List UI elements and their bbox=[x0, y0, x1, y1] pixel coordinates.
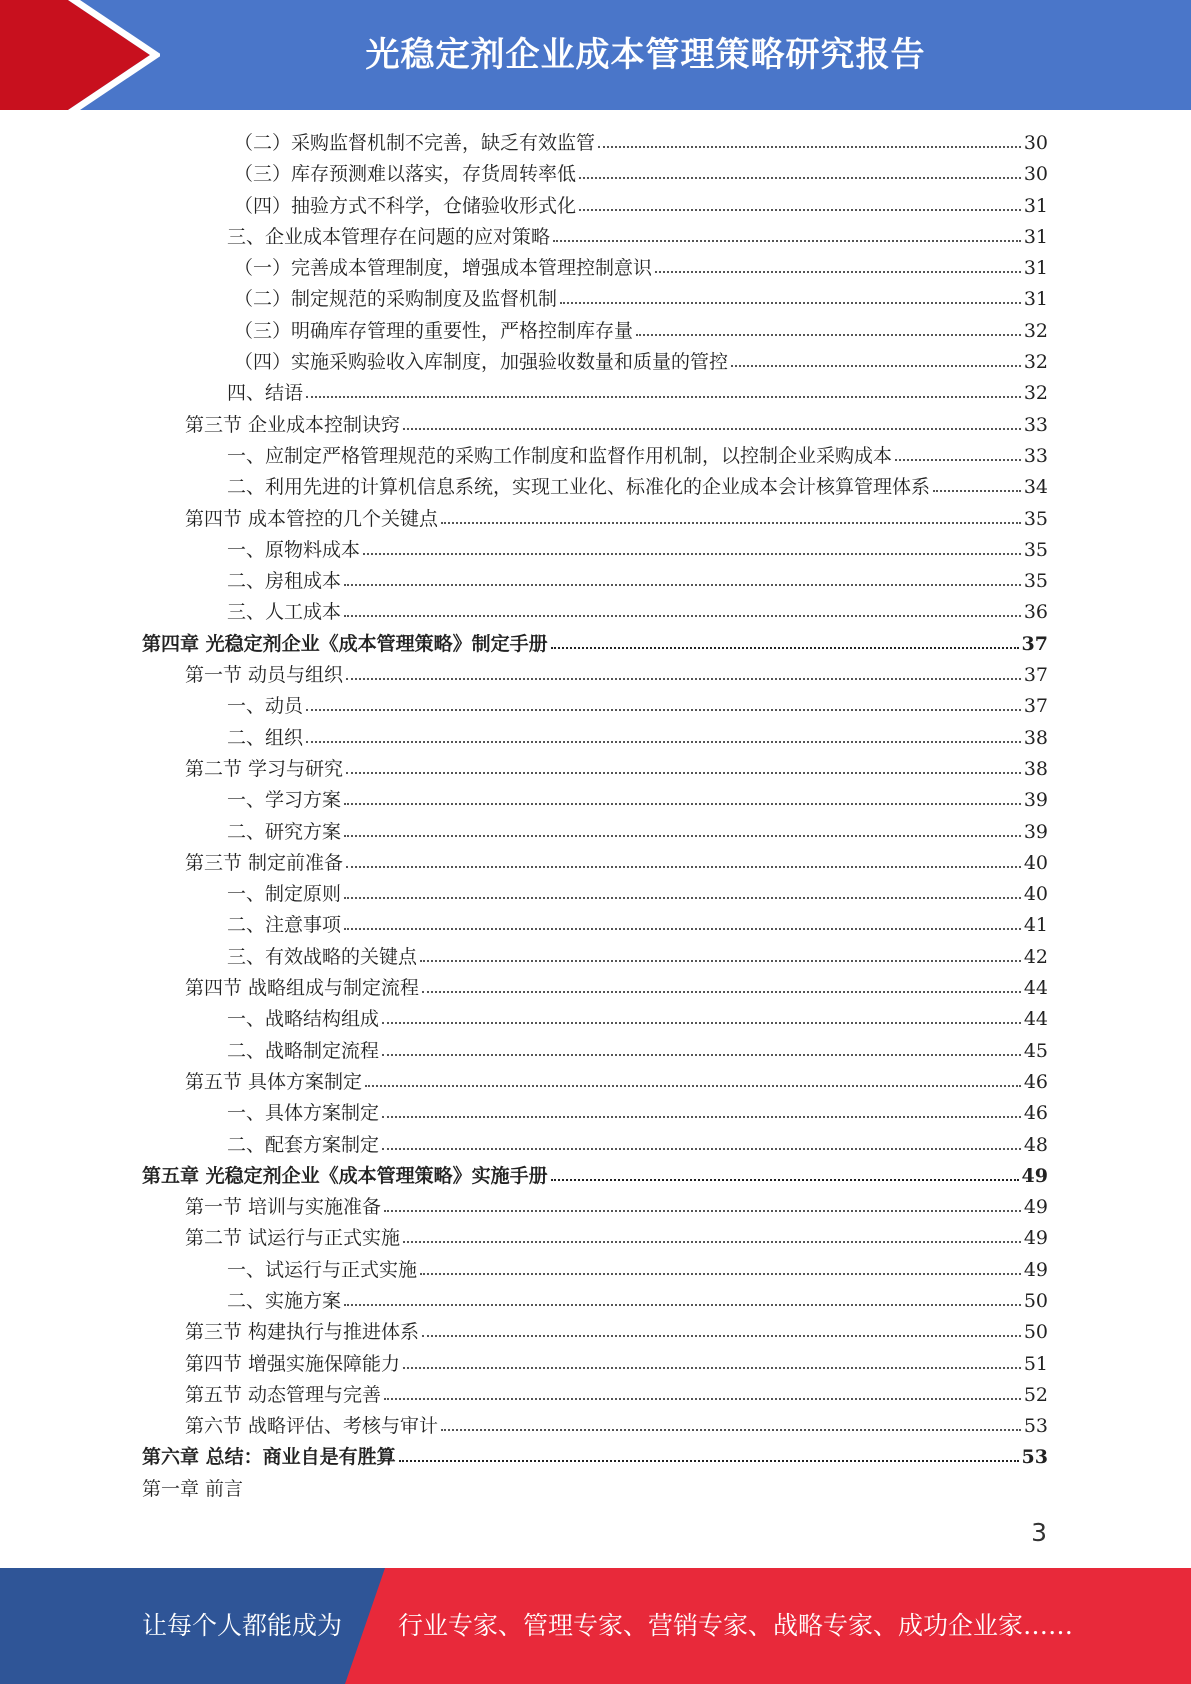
toc-entry-page: 49 bbox=[1021, 1164, 1048, 1187]
toc-entry-label: 一、学习方案 bbox=[227, 789, 342, 812]
toc-dot-leader bbox=[551, 1160, 1019, 1181]
toc-entry[interactable] bbox=[142, 1380, 1048, 1411]
toc-entry[interactable] bbox=[142, 1161, 1048, 1192]
toc-entry[interactable] bbox=[142, 1004, 1048, 1035]
toc-entry-page: 37 bbox=[1023, 664, 1048, 687]
toc-entry[interactable] bbox=[142, 1223, 1048, 1254]
page-number: 3 bbox=[1031, 1518, 1047, 1547]
toc-entry-page: 31 bbox=[1023, 194, 1048, 217]
toc-entry-label: （三）库存预测难以落实，存货周转率低 bbox=[234, 163, 577, 186]
toc-dot-leader bbox=[382, 1097, 1021, 1118]
toc-dot-leader bbox=[344, 596, 1021, 617]
toc-entry[interactable] bbox=[142, 441, 1048, 472]
toc-entry-label: 第四节 战略组成与制定流程 bbox=[185, 977, 420, 1000]
toc-entry[interactable] bbox=[142, 1067, 1048, 1098]
toc-entry-page: 38 bbox=[1023, 726, 1048, 749]
toc-entry[interactable] bbox=[142, 942, 1048, 973]
toc-dot-leader bbox=[306, 722, 1021, 743]
toc-entry-page: 52 bbox=[1023, 1383, 1048, 1406]
toc-dot-leader bbox=[598, 127, 1021, 148]
toc-entry-label: （二）采购监督机制不完善，缺乏有效监管 bbox=[234, 132, 596, 154]
toc-entry[interactable] bbox=[142, 879, 1048, 910]
report-title: 光稳定剂企业成本管理策略研究报告 bbox=[365, 35, 926, 75]
toc-dot-leader bbox=[384, 1191, 1021, 1212]
toc-entry-page: 31 bbox=[1023, 225, 1048, 248]
toc-entry-page: 53 bbox=[1021, 1446, 1048, 1469]
toc-entry-page: 34 bbox=[1023, 476, 1048, 499]
toc-entry-label: 二、注意事项 bbox=[227, 914, 342, 937]
toc-dot-leader bbox=[346, 753, 1021, 774]
toc-dot-leader bbox=[346, 847, 1021, 868]
toc-entry[interactable] bbox=[142, 848, 1048, 879]
toc-entry-page: 38 bbox=[1023, 757, 1048, 780]
toc-entry-label: 第四章 光稳定剂企业《成本管理策略》制定手册 bbox=[142, 632, 548, 655]
toc-dot-leader bbox=[346, 659, 1021, 680]
toc-entry-page: 30 bbox=[1023, 132, 1048, 154]
toc-entry[interactable] bbox=[142, 128, 1048, 159]
toc-dot-leader bbox=[422, 1316, 1021, 1337]
toc-entry-page: 50 bbox=[1023, 1321, 1048, 1344]
toc-entry-label: 第五章 光稳定剂企业《成本管理策略》实施手册 bbox=[142, 1164, 548, 1187]
toc-entry-page: 42 bbox=[1023, 945, 1048, 968]
toc-entry[interactable] bbox=[142, 1474, 1048, 1505]
toc-entry[interactable] bbox=[142, 1192, 1048, 1223]
toc-entry-page: 30 bbox=[1023, 163, 1048, 186]
toc-entry-page: 46 bbox=[1023, 1070, 1048, 1093]
toc-dot-leader bbox=[403, 409, 1021, 430]
toc-entry-page: 32 bbox=[1023, 382, 1048, 405]
toc-entry-page: 48 bbox=[1023, 1133, 1048, 1156]
page-header bbox=[0, 0, 1191, 110]
toc-entry[interactable] bbox=[142, 253, 1048, 284]
toc-entry[interactable] bbox=[142, 660, 1048, 691]
toc-entry-label: 第三节 构建执行与推进体系 bbox=[185, 1321, 420, 1344]
toc-entry-label: 一、动员 bbox=[227, 695, 304, 718]
toc-entry-label: 二、研究方案 bbox=[227, 820, 342, 843]
toc-entry[interactable] bbox=[142, 1349, 1048, 1380]
toc-entry[interactable] bbox=[142, 316, 1048, 347]
toc-entry[interactable] bbox=[142, 754, 1048, 785]
toc-entry[interactable] bbox=[142, 629, 1048, 660]
toc-entry[interactable] bbox=[142, 191, 1048, 222]
toc-dot-leader bbox=[551, 628, 1019, 649]
toc-dot-leader bbox=[382, 1129, 1021, 1150]
toc-dot-leader bbox=[384, 1379, 1021, 1400]
toc-dot-leader bbox=[579, 190, 1021, 211]
toc-dot-leader bbox=[579, 158, 1021, 179]
toc-dot-leader bbox=[344, 816, 1021, 837]
toc-entry[interactable] bbox=[142, 284, 1048, 315]
toc-dot-leader bbox=[344, 565, 1021, 586]
toc-entry[interactable] bbox=[142, 1286, 1048, 1317]
toc-entry-page: 44 bbox=[1023, 1008, 1048, 1031]
toc-dot-leader bbox=[344, 878, 1021, 899]
toc-entry[interactable] bbox=[142, 973, 1048, 1004]
toc-entry-page: 50 bbox=[1023, 1289, 1048, 1312]
toc-dot-leader bbox=[306, 690, 1021, 711]
toc-entry-label: （二）制定规范的采购制度及监督机制 bbox=[234, 288, 558, 311]
toc-entry-page: 49 bbox=[1023, 1196, 1048, 1219]
toc-entry-page: 37 bbox=[1023, 695, 1048, 718]
toc-entry-label: 第四节 增强实施保障能力 bbox=[185, 1352, 401, 1375]
toc-entry-page: 33 bbox=[1023, 413, 1048, 436]
toc-entry-page: 36 bbox=[1023, 601, 1048, 624]
toc-entry-page: 49 bbox=[1023, 1258, 1048, 1281]
toc-entry-page: 39 bbox=[1023, 820, 1048, 843]
toc-entry-label: 第二节 学习与研究 bbox=[185, 757, 344, 780]
toc-entry-label: （四）实施采购验收入库制度，加强验收数量和质量的管控 bbox=[234, 351, 729, 374]
toc-entry-label: 第五节 动态管理与完善 bbox=[185, 1383, 382, 1406]
toc-entry-page: 32 bbox=[1023, 319, 1048, 342]
toc-dot-leader bbox=[636, 315, 1021, 336]
toc-entry[interactable] bbox=[142, 222, 1048, 253]
toc-entry-page: 49 bbox=[1023, 1227, 1048, 1250]
toc-entry-label: 第四节 成本管控的几个关键点 bbox=[185, 507, 439, 530]
toc-dot-leader bbox=[933, 471, 1021, 492]
toc-dot-leader bbox=[655, 252, 1021, 273]
toc-entry[interactable] bbox=[142, 159, 1048, 190]
toc-entry-label: 三、有效战略的关键点 bbox=[227, 945, 418, 968]
toc-entry-label: 二、利用先进的计算机信息系统，实现工业化、标准化的企业成本会计核算管理体系 bbox=[227, 476, 931, 499]
toc-entry-label: 第三节 制定前准备 bbox=[185, 851, 344, 874]
toc-entry[interactable] bbox=[142, 504, 1048, 535]
toc-entry[interactable] bbox=[142, 817, 1048, 848]
toc-entry[interactable] bbox=[142, 566, 1048, 597]
toc-entry-label: 一、应制定严格管理规范的采购工作制度和监督作用机制，以控制企业采购成本 bbox=[227, 444, 893, 467]
toc-entry[interactable] bbox=[142, 1442, 1048, 1473]
toc-entry-label: 二、房租成本 bbox=[227, 570, 342, 593]
toc-entry-label: （四）抽验方式不科学，仓储验收形式化 bbox=[234, 194, 577, 217]
toc-entry-page: 51 bbox=[1023, 1352, 1048, 1375]
toc-dot-leader bbox=[363, 534, 1021, 555]
toc-entry-page: 35 bbox=[1023, 538, 1048, 561]
toc-entry-label: 第一节 动员与组织 bbox=[185, 664, 344, 687]
toc-dot-leader bbox=[420, 1254, 1021, 1275]
toc-dot-leader bbox=[306, 377, 1021, 398]
toc-dot-leader bbox=[344, 909, 1021, 930]
toc-entry-label: 第六章 总结：商业自是有胜算 bbox=[142, 1446, 396, 1469]
toc-entry-page: 53 bbox=[1023, 1415, 1048, 1438]
toc-entry[interactable] bbox=[142, 1130, 1048, 1161]
toc-entry[interactable] bbox=[142, 410, 1048, 441]
toc-entry-page: 41 bbox=[1023, 914, 1048, 937]
toc-entry-label: 二、配套方案制定 bbox=[227, 1133, 380, 1156]
toc-dot-leader bbox=[403, 1348, 1021, 1369]
toc-dot-leader bbox=[420, 941, 1021, 962]
toc-entry[interactable] bbox=[142, 472, 1048, 503]
toc-dot-leader bbox=[441, 1410, 1021, 1431]
toc-entry-page: 45 bbox=[1023, 1039, 1048, 1062]
toc-entry-page: 40 bbox=[1023, 851, 1048, 874]
toc-entry[interactable] bbox=[142, 378, 1048, 409]
toc-entry-page: 44 bbox=[1023, 977, 1048, 1000]
toc-dot-leader bbox=[422, 972, 1021, 993]
toc-entry-page: 31 bbox=[1023, 288, 1048, 311]
toc-entry-page: 40 bbox=[1023, 883, 1048, 906]
toc-entry-label: 第一章 前言 bbox=[142, 1477, 244, 1500]
footer-slogan-right: 行业专家、管理专家、营销专家、战略专家、成功企业家…… bbox=[398, 1611, 1074, 1640]
toc-entry-page: 33 bbox=[1023, 444, 1048, 467]
toc-dot-leader bbox=[382, 1035, 1021, 1056]
toc-dot-leader bbox=[365, 1066, 1021, 1087]
toc-dot-leader bbox=[399, 1441, 1019, 1462]
page-footer bbox=[0, 1568, 1191, 1684]
toc-entry-label: 三、企业成本管理存在问题的应对策略 bbox=[227, 225, 551, 248]
toc-dot-leader bbox=[560, 283, 1021, 304]
toc-dot-leader bbox=[731, 346, 1021, 367]
toc-entry-page: 37 bbox=[1021, 632, 1048, 655]
toc-entry-label: 一、具体方案制定 bbox=[227, 1102, 380, 1125]
toc-entry-label: 一、战略结构组成 bbox=[227, 1008, 380, 1031]
toc-entry[interactable] bbox=[142, 597, 1048, 628]
toc-entry-label: 三、人工成本 bbox=[227, 601, 342, 624]
toc-entry[interactable] bbox=[142, 785, 1048, 816]
toc-entry-label: 四、结语 bbox=[227, 382, 304, 405]
toc-dot-leader bbox=[553, 221, 1021, 242]
toc-entry-label: 二、组织 bbox=[227, 726, 304, 749]
toc-entry[interactable] bbox=[142, 723, 1048, 754]
toc-entry-page: 35 bbox=[1023, 570, 1048, 593]
toc-entry[interactable] bbox=[142, 1411, 1048, 1442]
toc-entry-label: 第六节 战略评估、考核与审计 bbox=[185, 1415, 439, 1438]
toc-entry[interactable] bbox=[142, 910, 1048, 941]
toc-entry-label: 第一节 培训与实施准备 bbox=[185, 1196, 382, 1219]
toc-dot-leader bbox=[382, 1003, 1021, 1024]
toc-entry-label: 一、试运行与正式实施 bbox=[227, 1258, 418, 1281]
toc-dot-leader bbox=[344, 784, 1021, 805]
toc-entry-label: 二、战略制定流程 bbox=[227, 1039, 380, 1062]
toc-entry-label: （三）明确库存管理的重要性，严格控制库存量 bbox=[234, 319, 634, 342]
toc-entry-page: 39 bbox=[1023, 789, 1048, 812]
footer-slogan-left: 让每个人都能成为 bbox=[142, 1611, 343, 1640]
header-red-arrow bbox=[0, 0, 150, 110]
toc-entry[interactable] bbox=[142, 1036, 1048, 1067]
toc-entry-label: 一、制定原则 bbox=[227, 883, 342, 906]
toc-dot-leader bbox=[344, 1285, 1021, 1306]
toc-entry[interactable] bbox=[142, 1098, 1048, 1129]
toc-entry-label: 第五节 具体方案制定 bbox=[185, 1070, 363, 1093]
toc-dot-leader bbox=[441, 503, 1021, 524]
toc-entry-page: 35 bbox=[1023, 507, 1048, 530]
toc-dot-leader bbox=[403, 1222, 1021, 1243]
toc-dot-leader bbox=[895, 440, 1021, 461]
toc-entry[interactable] bbox=[142, 691, 1048, 722]
table-of-contents bbox=[142, 128, 1048, 1505]
toc-entry-label: （一）完善成本管理制度，增强成本管理控制意识 bbox=[234, 257, 653, 280]
toc-entry[interactable] bbox=[142, 535, 1048, 566]
toc-entry[interactable] bbox=[142, 347, 1048, 378]
toc-entry-page: 31 bbox=[1023, 257, 1048, 280]
toc-entry-label: 二、实施方案 bbox=[227, 1289, 342, 1312]
toc-entry-page: 46 bbox=[1023, 1102, 1048, 1125]
toc-entry[interactable] bbox=[142, 1317, 1048, 1348]
toc-entry[interactable] bbox=[142, 1255, 1048, 1286]
toc-entry-page: 32 bbox=[1023, 351, 1048, 374]
toc-entry-label: 一、原物料成本 bbox=[227, 538, 361, 561]
toc-entry-label: 第二节 试运行与正式实施 bbox=[185, 1227, 401, 1250]
toc-entry-label: 第三节 企业成本控制诀窍 bbox=[185, 413, 401, 436]
